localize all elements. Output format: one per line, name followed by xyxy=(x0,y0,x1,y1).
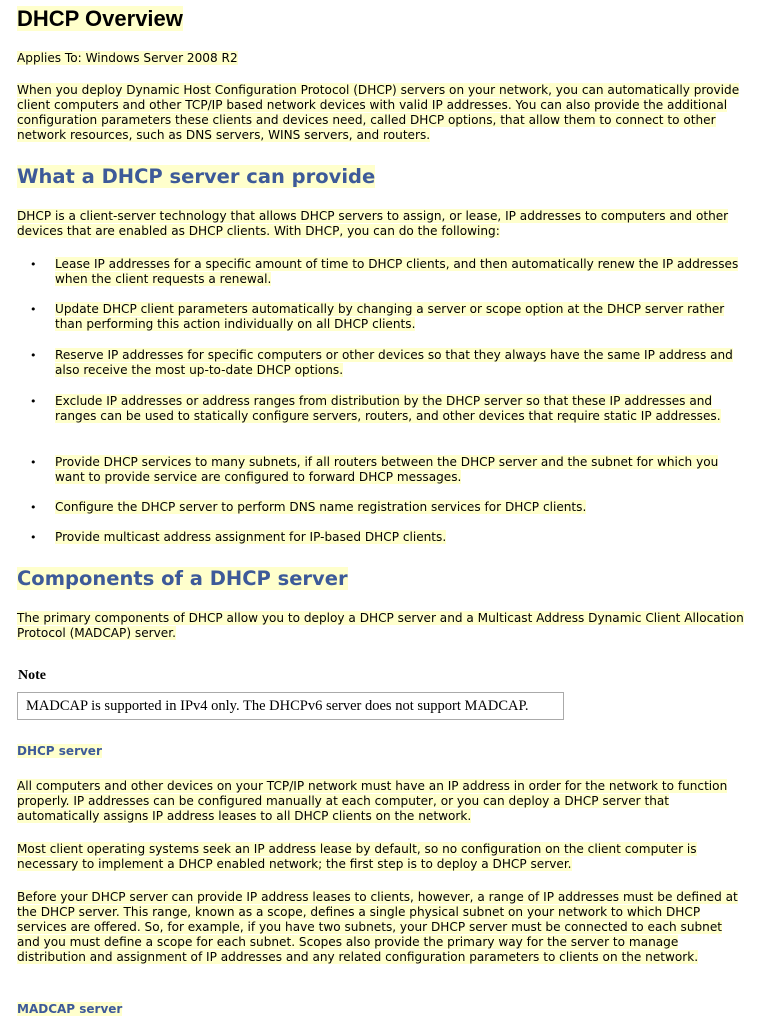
dhcp-server-paragraph: All computers and other devices on your TCP/IP network must have an IP address in order for the network to function properly. IP addresses can be configured manually at each computer, or you can deploy a DHCP server that automatically assigns IP address leases to all DHCP clients on the network. xyxy=(17,779,728,823)
section-provide-text: DHCP is a client-server technology that allows DHCP servers to assign, or lease, IP addresses to computers and other devices that are enabled as DHCP clients. With DHCP, you can do the following: xyxy=(17,209,729,238)
bullet-icon: • xyxy=(30,303,37,316)
page-title: DHCP Overview xyxy=(17,6,183,31)
subheading-dhcp-server: DHCP server xyxy=(17,744,102,758)
list-item: • Update DHCP client parameters automatically by changing a server or scope option at the DHCP server rather than performing this action individually on all DHCP clients. xyxy=(30,302,725,331)
note-label: Note xyxy=(18,668,46,683)
bullet-icon: • xyxy=(30,258,37,271)
list-item: • Provide DHCP services to many subnets, if all routers between the DHCP server and the subnet for which you want to provide service are configured to forward DHCP messages. xyxy=(30,455,719,484)
list-item: • Lease IP addresses for a specific amount of time to DHCP clients, and then automatically renew the IP addresses when the client requests a renewal. xyxy=(30,257,739,286)
dhcp-server-paragraph: Before your DHCP server can provide IP address leases to clients, however, a range of IP addresses must be defined at the DHCP server. This range, known as a scope, defines a single physical subnet on your network to which DHCP services are offered. So, for example, if you have two subnets, your DHCP server must be connected to each subnet and you must define a scope for each subnet. Scopes also provide the primary way for the server to manage distribution and assignment of IP addresses and any related configuration parameters to clients on the network. xyxy=(17,890,738,964)
intro-paragraph: When you deploy Dynamic Host Configuration Protocol (DHCP) servers on your network, you can automatically provide client computers and other TCP/IP based network devices with valid IP addresses. You can also provide the additional configuration parameters these clients and devices need, called DHCP options, that allow them to connect to other network resources, such as DNS servers, WINS servers, and routers. xyxy=(17,83,740,142)
bullet-icon: • xyxy=(30,349,37,362)
list-item: • Exclude IP addresses or address ranges from distribution by the DHCP server so that these IP addresses and ranges can be used to statically configure servers, routers, and other devices that require static IP addresses. xyxy=(30,394,721,423)
applies-to: Applies To: Windows Server 2008 R2 xyxy=(17,51,238,65)
bullet-icon: • xyxy=(30,531,37,544)
dhcp-server-paragraph: Most client operating systems seek an IP address lease by default, so no configuration on the client computer is necessary to implement a DHCP enabled network; the first step is to deploy a DHCP server. xyxy=(17,842,697,871)
note-box: MADCAP is supported in IPv4 only. The DHCPv6 server does not support MADCAP. xyxy=(17,692,564,720)
list-item: • Provide multicast address assignment for IP-based DHCP clients. xyxy=(30,530,447,544)
list-item: • Configure the DHCP server to perform DNS name registration services for DHCP clients. xyxy=(30,500,587,514)
bullet-icon: • xyxy=(30,501,37,514)
section-components-text: The primary components of DHCP allow you to deploy a DHCP server and a Multicast Address Dynamic Client Allocation Protocol (MADCAP) server. xyxy=(17,611,744,640)
section-heading-provide: What a DHCP server can provide xyxy=(17,165,376,188)
subheading-madcap-server: MADCAP server xyxy=(17,1002,123,1016)
list-item: • Reserve IP addresses for specific computers or other devices so that they always have the same IP address and also receive the most up-to-date DHCP options. xyxy=(30,348,733,377)
section-heading-components: Components of a DHCP server xyxy=(17,567,348,590)
bullet-icon: • xyxy=(30,395,37,408)
bullet-icon: • xyxy=(30,456,37,469)
